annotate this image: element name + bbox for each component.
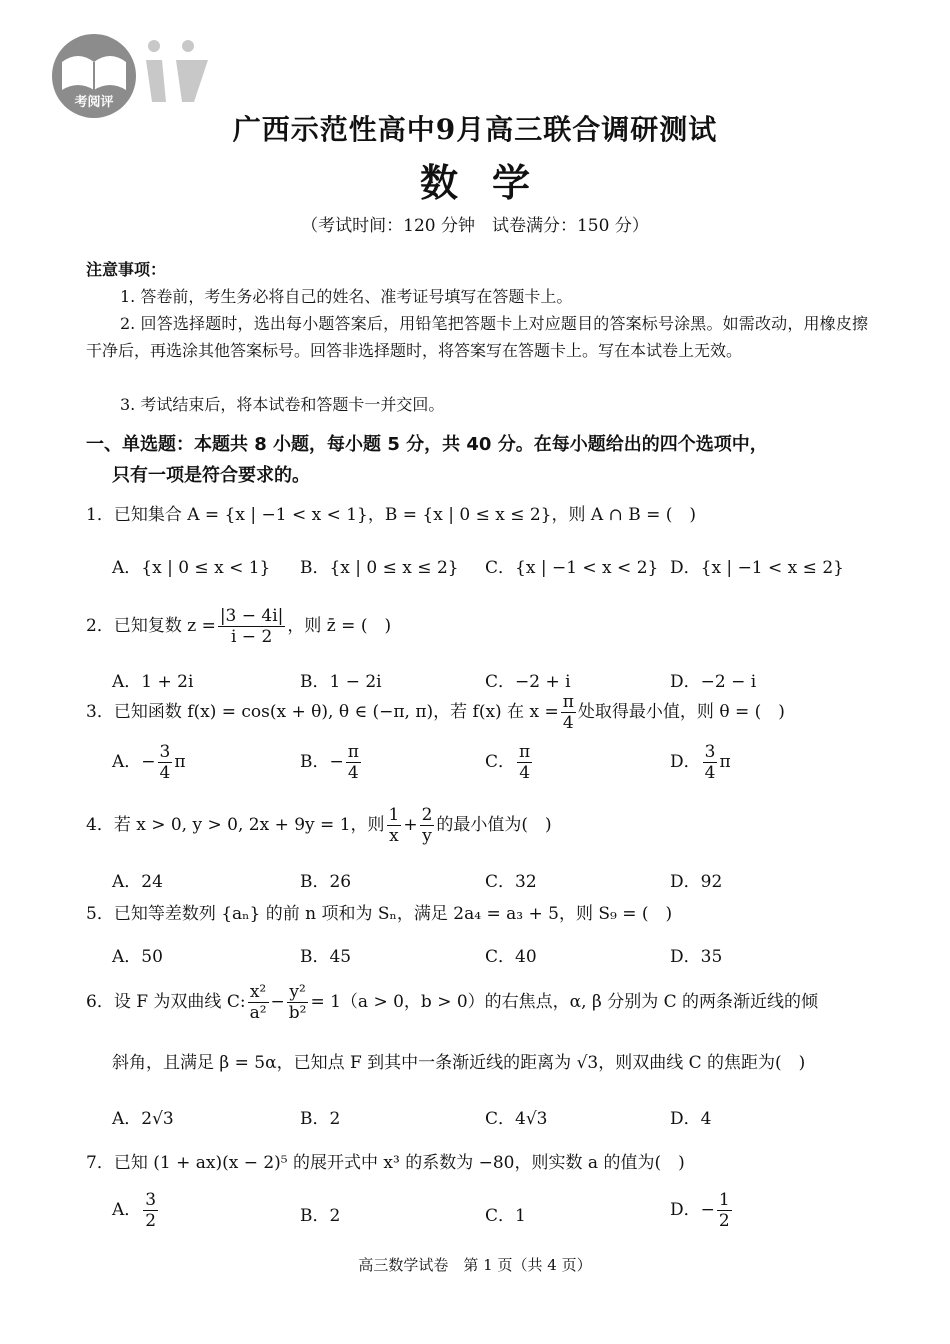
fraction-numerator: x²: [248, 982, 269, 1003]
question-5-option-b: B．45: [300, 947, 352, 967]
question-6-fraction-1: [248, 982, 269, 1023]
logo-text: 考阅评: [74, 95, 114, 110]
question-2-fraction: [218, 606, 286, 647]
fraction-denominator: 2: [718, 1211, 730, 1231]
option-value: 2: [329, 1206, 341, 1226]
question-4-option-b: B．26: [300, 872, 352, 892]
fraction-numerator: π: [562, 692, 574, 712]
question-3-option-c: [485, 742, 534, 783]
question-4-stem: [86, 805, 886, 846]
fraction-denominator: 4: [704, 763, 716, 783]
option-fraction: [143, 1190, 158, 1231]
question-3-option-d: [670, 742, 731, 783]
option-fraction: [717, 1190, 732, 1231]
question-7-option-a: [112, 1190, 160, 1231]
page-footer: 高三数学试卷 第 1 页（共 4 页）: [358, 1256, 592, 1274]
option-tail: π: [174, 752, 186, 772]
question-1-stem: 1．已知集合 A = {x | −1 < x < 1}，B = {x | 0 ≤ x ≤ 2}，则 A ∩ B = ( ): [86, 505, 697, 525]
question-3-option-b: [300, 742, 363, 783]
fraction-numerator: 2: [421, 805, 433, 825]
option-label: A．: [112, 752, 142, 772]
question-6-stem-prefix: 6．设 F 为双曲线 C:: [86, 992, 246, 1012]
fraction-denominator: 2: [145, 1211, 157, 1231]
question-6-fraction-2: [287, 982, 309, 1023]
fraction-numerator: 3: [145, 1190, 157, 1210]
option-value: 1: [515, 1206, 526, 1226]
fraction-denominator: 4: [519, 763, 531, 783]
fraction-numerator: |3 − 4i|: [219, 606, 284, 626]
option-fraction: [517, 742, 532, 783]
question-4-fraction-1: [387, 805, 402, 846]
question-6-stem-suffix: = 1（a > 0，b > 0）的右焦点，α, β 分别为 C 的两条渐近线的倾: [310, 992, 819, 1012]
question-3-option-a: [112, 742, 186, 783]
question-7-stem: 7．已知 (1 + ax)(x − 2)⁵ 的展开式中 x³ 的系数为 −80，则实数 a 的值为( ): [86, 1153, 685, 1173]
fraction-denominator: a²: [249, 1003, 267, 1023]
option-sign: −: [141, 752, 156, 772]
question-2-stem-prefix: 2．已知复数 z =: [86, 616, 216, 636]
question-3-stem-suffix: 处取得最小值，则 θ = ( ): [577, 702, 785, 722]
question-3-fraction: [561, 692, 576, 733]
question-2-option-d: D．−2 − i: [670, 672, 757, 692]
fraction-denominator: b²: [288, 1003, 307, 1023]
question-2-stem: [86, 606, 886, 647]
option-label: A．: [112, 1200, 142, 1220]
note-item: 3. 考试结束后，将本试卷和答题卡一并交回。: [120, 395, 445, 414]
option-fraction: [346, 742, 361, 783]
fraction-numerator: 3: [704, 742, 716, 762]
subject-title: 数学: [419, 160, 564, 205]
fraction-denominator: 4: [347, 763, 359, 783]
fraction-denominator: i − 2: [230, 627, 273, 647]
question-6-option-a: A．2√3: [112, 1109, 174, 1129]
question-3-stem: [86, 692, 886, 733]
question-4-option-d: D．92: [670, 872, 723, 892]
option-label: B．: [300, 1206, 330, 1226]
question-7-option-c: [485, 1201, 526, 1226]
question-4-stem-prefix: 4．若 x > 0, y > 0, 2x + 9y = 1，则: [86, 815, 385, 835]
notes-title: 注意事项：: [86, 260, 167, 279]
section-heading-line1: 一、单选题：本题共 8 小题，每小题 5 分，共 40 分。在每小题给出的四个选项中，: [86, 434, 768, 455]
fraction-numerator: 3: [159, 742, 171, 762]
question-3-stem-prefix: 3．已知函数 f(x) = cos(x + θ), θ ∈ (−π, π)，若 f(x) 在 x =: [86, 702, 559, 722]
fraction-denominator: 4: [562, 713, 574, 733]
question-4-fraction-2: [420, 805, 435, 846]
question-2-option-b: B．1 − 2i: [300, 672, 382, 692]
option-tail: π: [719, 752, 731, 772]
question-7-option-d: [670, 1190, 734, 1231]
minus-sign: −: [270, 992, 285, 1012]
section-heading: [86, 429, 866, 491]
option-label: C．: [485, 1206, 516, 1226]
question-1-option-a: A．{x | 0 ≤ x < 1}: [112, 558, 271, 578]
question-1-option-b: B．{x | 0 ≤ x ≤ 2}: [300, 558, 459, 578]
option-fraction: [703, 742, 718, 783]
option-label: D．: [670, 752, 701, 772]
option-sign: −: [700, 1200, 715, 1220]
question-6-stem: [86, 982, 886, 1023]
question-4-option-c: C．32: [485, 872, 537, 892]
note-item: 2. 回答选择题时，选出每小题答案后，用铅笔把答题卡上对应题目的答案标号涂黑。如需改动，用橡皮擦干净后，再选涂其他答案标号。回答非选择题时，将答案写在答题卡上。写在本试卷上无效。: [86, 314, 868, 360]
question-6-stem-line2: 斜角，且满足 β = 5α，已知点 F 到其中一条渐近线的距离为 √3，则双曲线 C 的焦距为( ): [112, 1053, 806, 1073]
question-6-option-d: D．4: [670, 1109, 712, 1129]
section-heading-line2: 只有一项是符合要求的。: [112, 465, 310, 486]
option-label: B．: [300, 752, 330, 772]
question-4-stem-suffix: 的最小值为( ): [436, 815, 552, 835]
exam-time-info: （考试时间：120 分钟 试卷满分：150 分）: [301, 216, 649, 236]
question-2-option-c: C．−2 + i: [485, 672, 571, 692]
fraction-denominator: x: [389, 826, 399, 846]
fraction-numerator: π: [519, 742, 531, 762]
question-5-stem: 5．已知等差数列 {aₙ} 的前 n 项和为 Sₙ，满足 2a₄ = a₃ + 5，则 S₉ = ( ): [86, 904, 673, 924]
question-5-option-c: C．40: [485, 947, 537, 967]
question-1-option-d: D．{x | −1 < x ≤ 2}: [670, 558, 844, 578]
fraction-denominator: y: [422, 826, 432, 846]
plus-sign: +: [403, 815, 418, 835]
option-label: D．: [670, 1200, 701, 1220]
question-5-option-d: D．35: [670, 947, 723, 967]
exam-title: 广西示范性高中9月高三联合调研测试: [232, 113, 718, 146]
note-item: 1. 答卷前，考生务必将自己的姓名、准考证号填写在答题卡上。: [120, 287, 573, 306]
question-2-option-a: A．1 + 2i: [112, 672, 194, 692]
question-7-option-b: [300, 1201, 340, 1226]
question-5-option-a: A．50: [112, 947, 163, 967]
question-6-option-b: B．2: [300, 1109, 341, 1129]
fraction-numerator: y²: [287, 982, 309, 1003]
fraction-numerator: 1: [718, 1190, 730, 1210]
fraction-denominator: 4: [159, 763, 171, 783]
fraction-numerator: 1: [388, 805, 400, 825]
fraction-numerator: π: [347, 742, 359, 762]
option-fraction: [158, 742, 173, 783]
question-1-option-c: C．{x | −1 < x < 2}: [485, 558, 659, 578]
question-4-option-a: A．24: [112, 872, 163, 892]
option-label: C．: [485, 752, 516, 772]
question-2-stem-suffix: ，则 z̄ = ( ): [287, 616, 392, 636]
option-sign: −: [329, 752, 344, 772]
question-6-option-c: C．4√3: [485, 1109, 548, 1129]
